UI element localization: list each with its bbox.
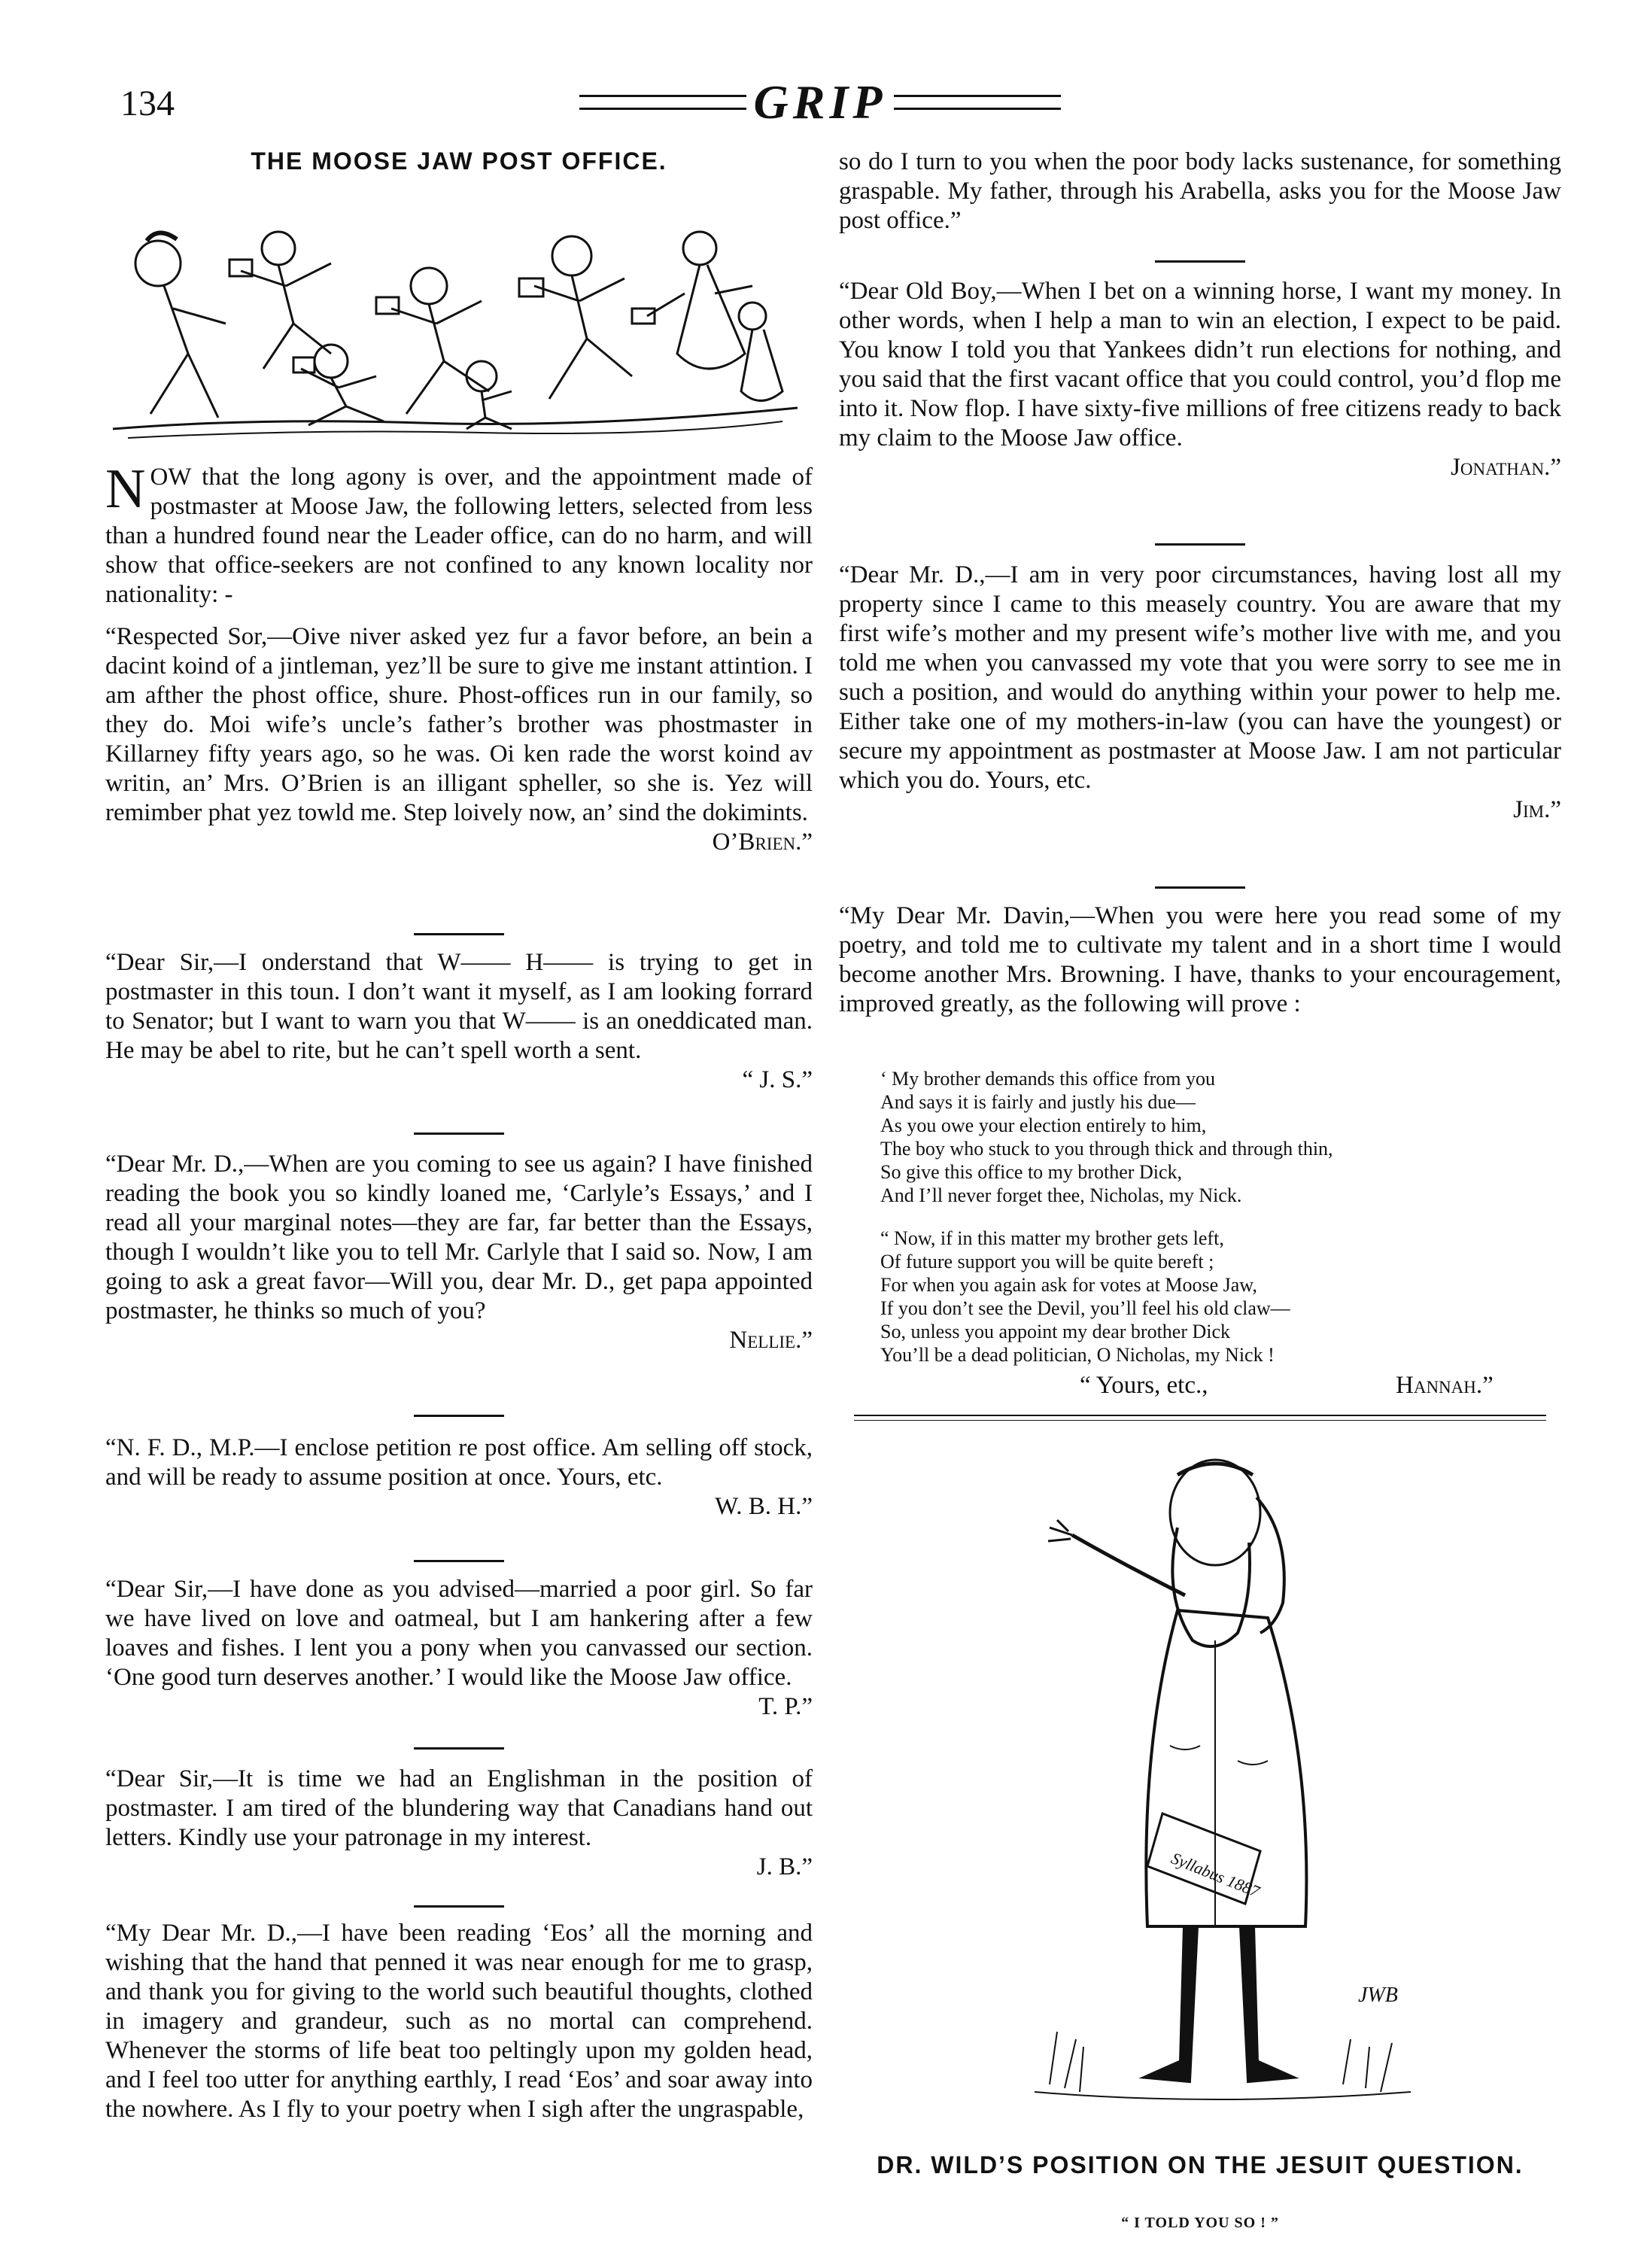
poem-stanza-1 [880,1067,1542,1207]
letter-signature: O’Brien.” [712,828,813,856]
letter-signature: W. B. H.” [715,1493,813,1520]
poem-line: “ Now, if in this matter my brother gets left, [880,1227,1224,1249]
divider [414,1132,504,1135]
letter-signature: J. B.” [756,1853,813,1880]
letter-signature: Nellie.” [729,1327,813,1354]
artist-monogram: JWB [1358,1984,1398,2007]
divider [1155,260,1245,263]
poem-line: ‘ My brother demands this office from you [880,1068,1216,1090]
poem-line: So, unless you appoint my dear brother Dick [880,1321,1231,1342]
letter-signature: “ J. S.” [742,1066,813,1093]
letter-body: “My Dear Mr. Davin,—When you were here you read some of my poetry, and told me to cultivate my talent and in a short time I would become another Mrs. Browning. I have, thanks to your encouragement, improved greatly, as the following will prove : [839,902,1561,1017]
letter-signature: Jonathan.” [1451,454,1561,481]
divider [414,1905,504,1908]
letter-nellie [105,1150,813,1355]
letter-js [105,948,813,1095]
letter-wbh [105,1433,813,1522]
letter-body: “Dear Mr. D.,—I am in very poor circumstances, having lost all my property since I came to this measely country. You are aware that my first wife’s mother and my present wife’s mother live with me, and you told me when you canvassed my vote that you were sorry to see me in such a position, and would do anything within your power to help me. Either take one of my mothers-in-law (you can have the youngest) or secure my appointment as postmaster at Moose Jaw. I am not particular which you do. Yours, etc. [839,561,1561,794]
poem-line: And says it is fairly and justly his due— [880,1091,1196,1113]
poem-stanza-2 [880,1227,1542,1367]
masthead-rule-left [579,95,746,110]
page-number: 134 [120,84,175,123]
divider [1155,543,1245,546]
letter-body: “Dear Sir,—I onderstand that W—— H—— is trying to get in postmaster in this toun. I don’t want it myself, as I am looking forrard to Senator; but I want to warn you that W—— is an oneddicated man. He may be abel to rite, but he can’t spell worth a sent. [105,949,813,1064]
letter-eos [105,1919,813,2124]
intro-text: OW that the long agony is over, and the appointment made of postmaster at Moose Jaw, the following letters, selected from less than a hundred found near the Leader office, can do no harm, and will show that office-seekers are not confined to any known locality nor nationality: - [105,464,813,608]
masthead-rule-right [894,95,1061,110]
cartoon-caption-title: DR. WILD’S POSITION ON THE JESUIT QUESTION. [877,2151,1524,2178]
continuation-paragraph: so do I turn to you when the poor body lacks sustenance, for something graspable. My father, through his Arabella, asks you for the Moose Jaw post office.” [839,148,1561,234]
poem-line: As you owe your election entirely to him, [880,1114,1207,1136]
letter-hannah [839,901,1561,1019]
poem-line: And I’ll never forget thee, Nicholas, my Nick. [880,1184,1242,1206]
divider [414,1560,504,1562]
poem-line: For when you again ask for votes at Moose Jaw, [880,1274,1257,1296]
article-title: THE MOOSE JAW POST OFFICE. [251,147,667,175]
closing-signature: Hannah.” [1396,1372,1494,1399]
masthead [572,72,1068,132]
intro-paragraph [105,458,813,610]
letter-body: “Dear Mr. D.,—When are you coming to see us again? I have finished reading the book you so kindly loaned me, ‘Carlyle’s Essays,’ and I read all your marginal notes—they are far, far better than the Essays, though I wouldn’t like you to tell Mr. Carlyle that I said so. Now, I am going to ask a great favor—Will you, dear Mr. D., get papa appointed postmaster, he thinks so much of you? [105,1151,813,1324]
letter-body: “Dear Sir,—I have done as you advised—married a poor girl. So far we have lived on love and oatmeal, but I am hankering after a few loaves and fishes. I lent you a pony when you canvassed our section. ‘One good turn deserves another.’ I would like the Moose Jaw office. [105,1576,813,1691]
section-divider [854,1420,1546,1421]
poem-line: The boy who stuck to you through thick and through thin, [880,1138,1333,1160]
intro-dropcap: N [105,458,146,520]
divider [414,933,504,935]
divider [1155,886,1245,889]
letter-body: “Dear Old Boy,—When I bet on a winning horse, I want my money. In other words, when I help a man to win an election, I expect to be paid. You know I told you that Yankees didn’t run elections for nothing, and you said that the first vacant office that you could control, you’d flop me into it. Now flop. I have sixty-five millions of free citizens ready to back my claim to the Moose Jaw office. [839,278,1561,451]
letter-signature: T. P.” [758,1693,813,1720]
divider [414,1415,504,1417]
letter-body: “N. F. D., M.P.—I enclose petition re post office. Am selling off stock, and will be ready to assume position at once. Yours, etc. [105,1434,813,1491]
running-office-seekers-illustration [105,203,813,451]
letter-jim [839,561,1561,825]
letter-jonathan [839,277,1561,482]
scroll-text: Syllabus 1887 [1168,1848,1263,1902]
poem-line: If you don’t see the Devil, you’ll feel his old claw— [880,1297,1290,1319]
cartoon-caption-quote: “ I TOLD YOU SO ! ” [1121,2215,1279,2231]
letter-obrien [105,622,813,857]
masthead-title: GRIP [753,75,887,129]
dr-wild-illustration [989,1445,1441,2145]
section-divider [854,1415,1546,1416]
letter-body: “My Dear Mr. D.,—I have been reading ‘Eos’ all the morning and wishing that the hand that penned it was near enough for me to grasp, and thank you for giving to the world such beautiful thoughts, clothed in imagery and grandeur, such as no mortal can comprehend. Whenever the storms of life beat too peltingly upon my golden head, and I feel too utter for anything earthly, I read ‘Eos’ and soar away into the nowhere. As I fly to your poetry when I sigh after the ungraspable, [105,1920,813,2123]
letter-signature: Jim.” [1513,796,1561,823]
divider [414,1747,504,1750]
letter-body: “Dear Sir,—It is time we had an Englishman in the position of postmaster. I am tired of the blundering way that Canadians hand out letters. Kindly use your patronage in my interest. [105,1765,813,1851]
poem-line: So give this office to my brother Dick, [880,1161,1183,1183]
poem-line: You’ll be a dead politician, O Nicholas, my Nick ! [880,1344,1275,1366]
letter-jb [105,1765,813,1882]
letter-tp [105,1575,813,1722]
poem-line: Of future support you will be quite bereft ; [880,1251,1214,1272]
closing-text: “ Yours, etc., [1080,1372,1208,1399]
letter-body: “Respected Sor,—Oive niver asked yez fur a favor before, an bein a dacint koind of a jintleman, yez’ll be sure to give me instant attintion. I am afther the phost office, shure. Phost-offices run in our family, so they do. Moi wife’s uncle’s father’s brother was phostmaster in Killarney fifty years ago, so he was. Oi ken rade the worst koind av writin, an’ Mrs. O’Brien is an illigant spheller, so she is. Yez will remimber phat yez towld me. Step loively now, an’ sind the dokimints. [105,623,813,826]
